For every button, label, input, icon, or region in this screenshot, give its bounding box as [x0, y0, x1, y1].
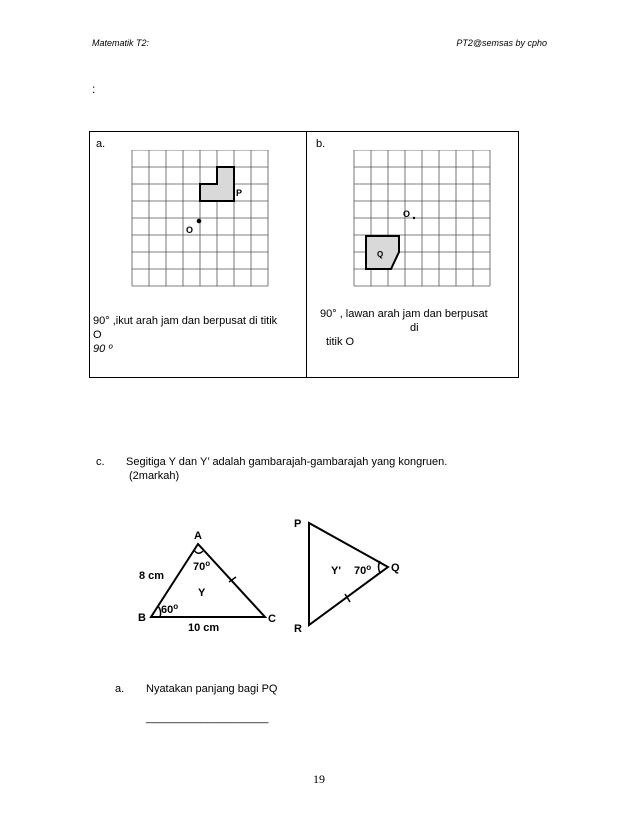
grid-b	[346, 150, 496, 290]
angle-b-value: 60$^o$	[161, 602, 179, 616]
sub-question-a-label: a.	[115, 683, 125, 695]
triangle-y-prime	[309, 523, 388, 625]
congruent-triangles-figure	[128, 510, 418, 635]
sub-question-a-text: Nyatakan panjang bagi PQ	[146, 683, 278, 695]
shape-q-label: Q	[377, 250, 384, 259]
table-divider	[306, 131, 307, 378]
part-b-desc-2: di	[410, 322, 419, 334]
angle-arc-a	[194, 550, 203, 553]
vertex-b: B	[138, 612, 146, 624]
angle-q-value: 70$^o$	[354, 563, 372, 577]
angle-a-value: 70$^o$	[193, 559, 211, 573]
part-a-desc-1: 90° ,ikut arah jam dan berpusat di titik	[93, 315, 278, 327]
angle-arc-q	[379, 561, 381, 573]
header-left: Matematik T2:	[92, 38, 150, 48]
part-b-label: b.	[316, 138, 326, 150]
point-o-a-label: O	[186, 225, 194, 235]
part-a-label: a.	[96, 138, 106, 150]
question-c-marks: (2markah)	[129, 470, 180, 482]
question-c-label: c.	[96, 456, 105, 468]
page-number: 19	[313, 772, 325, 786]
part-b-desc-1: 90° , lawan arah jam dan berpusat	[320, 308, 488, 320]
answer-line[interactable]: ____________________	[146, 712, 269, 724]
vertex-c: C	[268, 613, 276, 625]
part-b-desc-3: titik O	[326, 336, 355, 348]
part-a-desc-2: O	[93, 329, 102, 341]
point-o-b-label: O	[403, 209, 411, 219]
shape-p	[200, 167, 234, 201]
side-ab-length: 8 cm	[139, 570, 165, 582]
vertex-a: A	[194, 530, 202, 542]
part-a-desc-3: 90 º	[93, 343, 113, 355]
colon-mark: :	[92, 82, 96, 96]
vertex-p: P	[294, 518, 302, 530]
vertex-q: Q	[391, 562, 400, 574]
grid-a	[124, 150, 274, 290]
point-o-a	[197, 219, 202, 224]
triangle-y-name: Y	[198, 587, 206, 599]
point-o-b	[413, 217, 415, 219]
header-right: PT2@semsas by cpho	[456, 38, 547, 48]
triangle-y-prime-name: Y'	[331, 565, 341, 577]
side-bc-length: 10 cm	[188, 622, 220, 634]
shape-p-label: P	[236, 188, 243, 198]
vertex-r: R	[294, 623, 302, 635]
question-c-text: Segitiga Y dan Y’ adalah gambarajah-gambarajah yang kongruen.	[126, 456, 448, 468]
